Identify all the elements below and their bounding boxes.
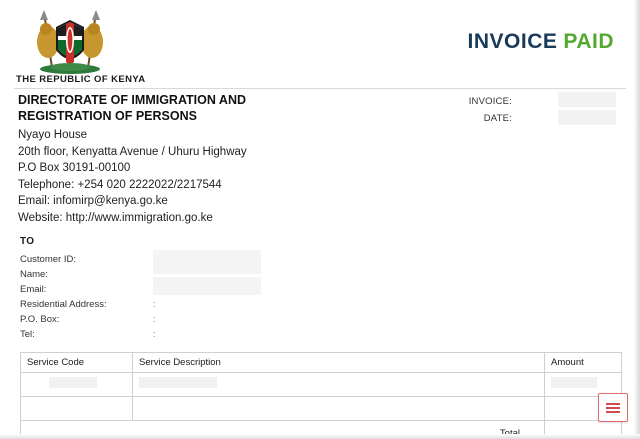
items-table: [20, 352, 622, 439]
recipient-name-value[interactable]: [153, 250, 261, 274]
cell-service-description[interactable]: [133, 397, 545, 420]
column-header-service-description: Service Description: [133, 353, 545, 372]
invoice-title-text: INVOICE: [467, 30, 558, 53]
recipient-name-label: Name:: [20, 269, 48, 280]
organization-website: Website: http://www.immigration.go.ke: [18, 211, 213, 224]
cell-service-description-value: [139, 377, 217, 388]
cell-service-code-value: [49, 377, 97, 388]
organization-email: Email: infomirp@kenya.go.ke: [18, 195, 168, 207]
column-header-service-code: Service Code: [21, 353, 133, 372]
page-title: [468, 30, 614, 54]
header-divider: [14, 88, 626, 89]
recipient-pobox-label: P.O. Box:: [20, 314, 60, 325]
recipient-heading: TO: [20, 236, 35, 247]
menu-button[interactable]: [598, 393, 628, 422]
recipient-address-separator: :: [153, 299, 156, 310]
invoice-date-label: DATE:: [483, 113, 512, 124]
organization-floor: 20th floor, Kenyatta Avenue / Uhuru Highway: [18, 145, 247, 158]
page-edge-shadow-bottom: [0, 434, 640, 439]
table-row[interactable]: [21, 397, 621, 421]
status-badge: PAID: [563, 30, 614, 53]
organization-building: Nyayo House: [18, 129, 88, 141]
cell-service-code[interactable]: [21, 373, 133, 396]
recipient-customer-id-label: Customer ID:: [20, 254, 76, 265]
recipient-tel-label: Tel:: [20, 329, 35, 340]
cell-service-code[interactable]: [21, 397, 133, 420]
hamburger-menu-icon: [606, 403, 620, 413]
invoice-number-value[interactable]: [558, 92, 616, 107]
organization-block: [18, 92, 298, 226]
invoice-date-value[interactable]: [558, 110, 616, 125]
organization-po-box: P.O Box 30191-00100: [18, 162, 131, 174]
page-edge-shadow-right: [634, 0, 640, 439]
recipient-address-label: Residential Address:: [20, 299, 107, 310]
kenya-coat-of-arms-icon: [22, 6, 118, 78]
cell-service-description[interactable]: [133, 373, 545, 396]
cell-amount-value: [551, 377, 597, 388]
organization-name-line2: REGISTRATION OF PERSONS: [18, 109, 197, 123]
organization-telephone: Telephone: +254 020 2222022/2217544: [18, 178, 222, 191]
recipient-email-label: Email:: [20, 284, 47, 295]
column-header-amount: Amount: [551, 357, 584, 368]
republic-caption: THE REPUBLIC OF KENYA: [16, 74, 146, 85]
table-row[interactable]: [21, 373, 621, 397]
table-header-row: [21, 353, 621, 373]
invoice-number-label: INVOICE:: [468, 96, 512, 107]
recipient-email-value[interactable]: [153, 277, 261, 295]
organization-name-line1: DIRECTORATE OF IMMIGRATION AND: [18, 93, 246, 107]
recipient-pobox-separator: :: [153, 314, 156, 325]
recipient-tel-separator: :: [153, 329, 156, 340]
